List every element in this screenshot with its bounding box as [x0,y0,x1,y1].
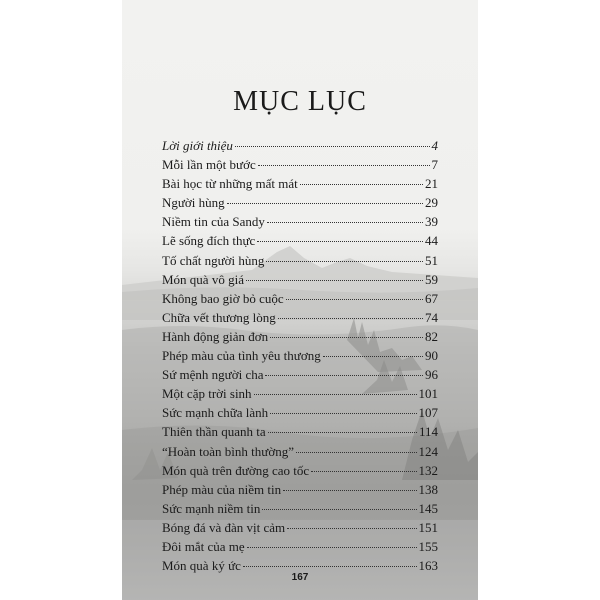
toc-entry-page: 4 [431,138,438,153]
toc-entry-page: 90 [425,348,438,364]
toc-entry-page: 151 [418,519,438,535]
table-of-contents [162,138,438,577]
toc-entry-title: Bóng đá và đàn vịt cảm [162,519,286,535]
toc-entry-title: Người hùng [162,195,225,211]
toc-entry [162,310,438,329]
dot-leader [254,394,417,395]
dot-leader [266,261,423,262]
toc-entry [162,367,438,386]
dot-leader [267,222,423,223]
toc-entry-title: Bài học từ những mất mát [162,176,298,192]
toc-entry-page: 114 [418,424,438,440]
toc-entry [162,444,438,463]
toc-entry-title: Lời giới thiệu [162,138,233,153]
toc-entry-title: Món quà vô giá [162,271,244,287]
toc-entry [162,520,438,539]
dot-leader [283,490,416,491]
toc-entry-title: Món quà trên đường cao tốc [162,462,310,478]
toc-entry-title: Niềm tin của Sandy [162,214,265,230]
toc-entry [162,348,438,367]
toc-entry-page: 7 [431,157,438,173]
dot-leader [278,318,423,319]
toc-entry-title: Phép màu của tình yêu thương [162,348,321,364]
toc-entry-title: Sức mạnh niềm tin [162,500,261,516]
dot-leader [243,566,417,567]
toc-entry-page: 59 [425,271,438,287]
toc-entry [162,233,438,252]
toc-entry-page: 101 [418,386,438,402]
toc-entry [162,214,438,233]
toc-entry [162,539,438,558]
toc-entry-page: 138 [418,481,438,497]
toc-entry-page: 132 [418,462,438,478]
toc-entry-page: 74 [425,309,438,325]
toc-entry [162,482,438,501]
toc-entry [162,405,438,424]
dot-leader [247,547,417,548]
dot-leader [270,337,423,338]
toc-entry-page: 145 [418,500,438,516]
toc-entry [162,386,438,405]
toc-entry [162,329,438,348]
toc-entry-page: 67 [425,290,438,306]
toc-entry-title: “Hoàn toàn bình thường” [162,443,294,459]
dot-leader [265,375,423,376]
toc-entry-title: Một cặp trời sinh [162,386,252,402]
dot-leader [258,165,430,166]
toc-entry [162,501,438,520]
toc-entry-title: Không bao giờ bỏ cuộc [162,290,284,306]
dot-leader [246,280,423,281]
toc-entry-page: 124 [418,443,438,459]
toc-entry [162,157,438,176]
toc-entry-title: Thiên thần quanh ta [162,424,266,440]
toc-entry-page: 44 [425,233,438,249]
toc-entry-page: 96 [425,367,438,383]
toc-entry-title: Món quà ký ức [162,558,241,574]
toc-entry [162,253,438,272]
toc-entry-title: Sức mạnh chữa lành [162,405,269,421]
toc-entry-title: Hành động giản đơn [162,328,269,344]
toc-entry [162,424,438,443]
toc-entry-page: 29 [425,195,438,211]
toc-entry-title: Phép màu của niềm tin [162,481,282,497]
toc-entry-page: 163 [418,558,438,574]
dot-leader [257,241,423,242]
toc-entry-page: 21 [425,176,438,192]
toc-entry-title: Tố chất người hùng [162,252,265,268]
dot-leader [268,432,417,433]
dot-leader [300,184,423,185]
toc-entry-title: Lẽ sống đích thực [162,233,256,249]
dot-leader [227,203,423,204]
toc-entry-title: Mỗi lần một bước [162,157,256,173]
toc-entry-page: 107 [418,405,438,421]
toc-entry-title: Sứ mệnh người cha [162,367,264,383]
dot-leader [296,452,417,453]
toc-entry [162,291,438,310]
toc-entry-page: 51 [425,252,438,268]
dot-leader [323,356,423,357]
dot-leader [270,413,416,414]
toc-entry [162,176,438,195]
toc-entry [162,272,438,291]
toc-entry [162,138,438,157]
page-title: MỤC LỤC [233,86,367,117]
page-number: 167 [291,572,309,583]
toc-entry-title: Chữa vết thương lòng [162,309,276,325]
dot-leader [286,299,423,300]
toc-entry-page: 82 [425,328,438,344]
toc-entry-page: 155 [418,538,438,554]
toc-entry-page: 39 [425,214,438,230]
dot-leader [311,471,416,472]
toc-entry-title: Đôi mắt của mẹ [162,538,245,554]
dot-leader [235,146,430,147]
dot-leader [287,528,416,529]
dot-leader [262,509,416,510]
toc-entry [162,463,438,482]
book-page [122,0,478,600]
toc-entry [162,195,438,214]
